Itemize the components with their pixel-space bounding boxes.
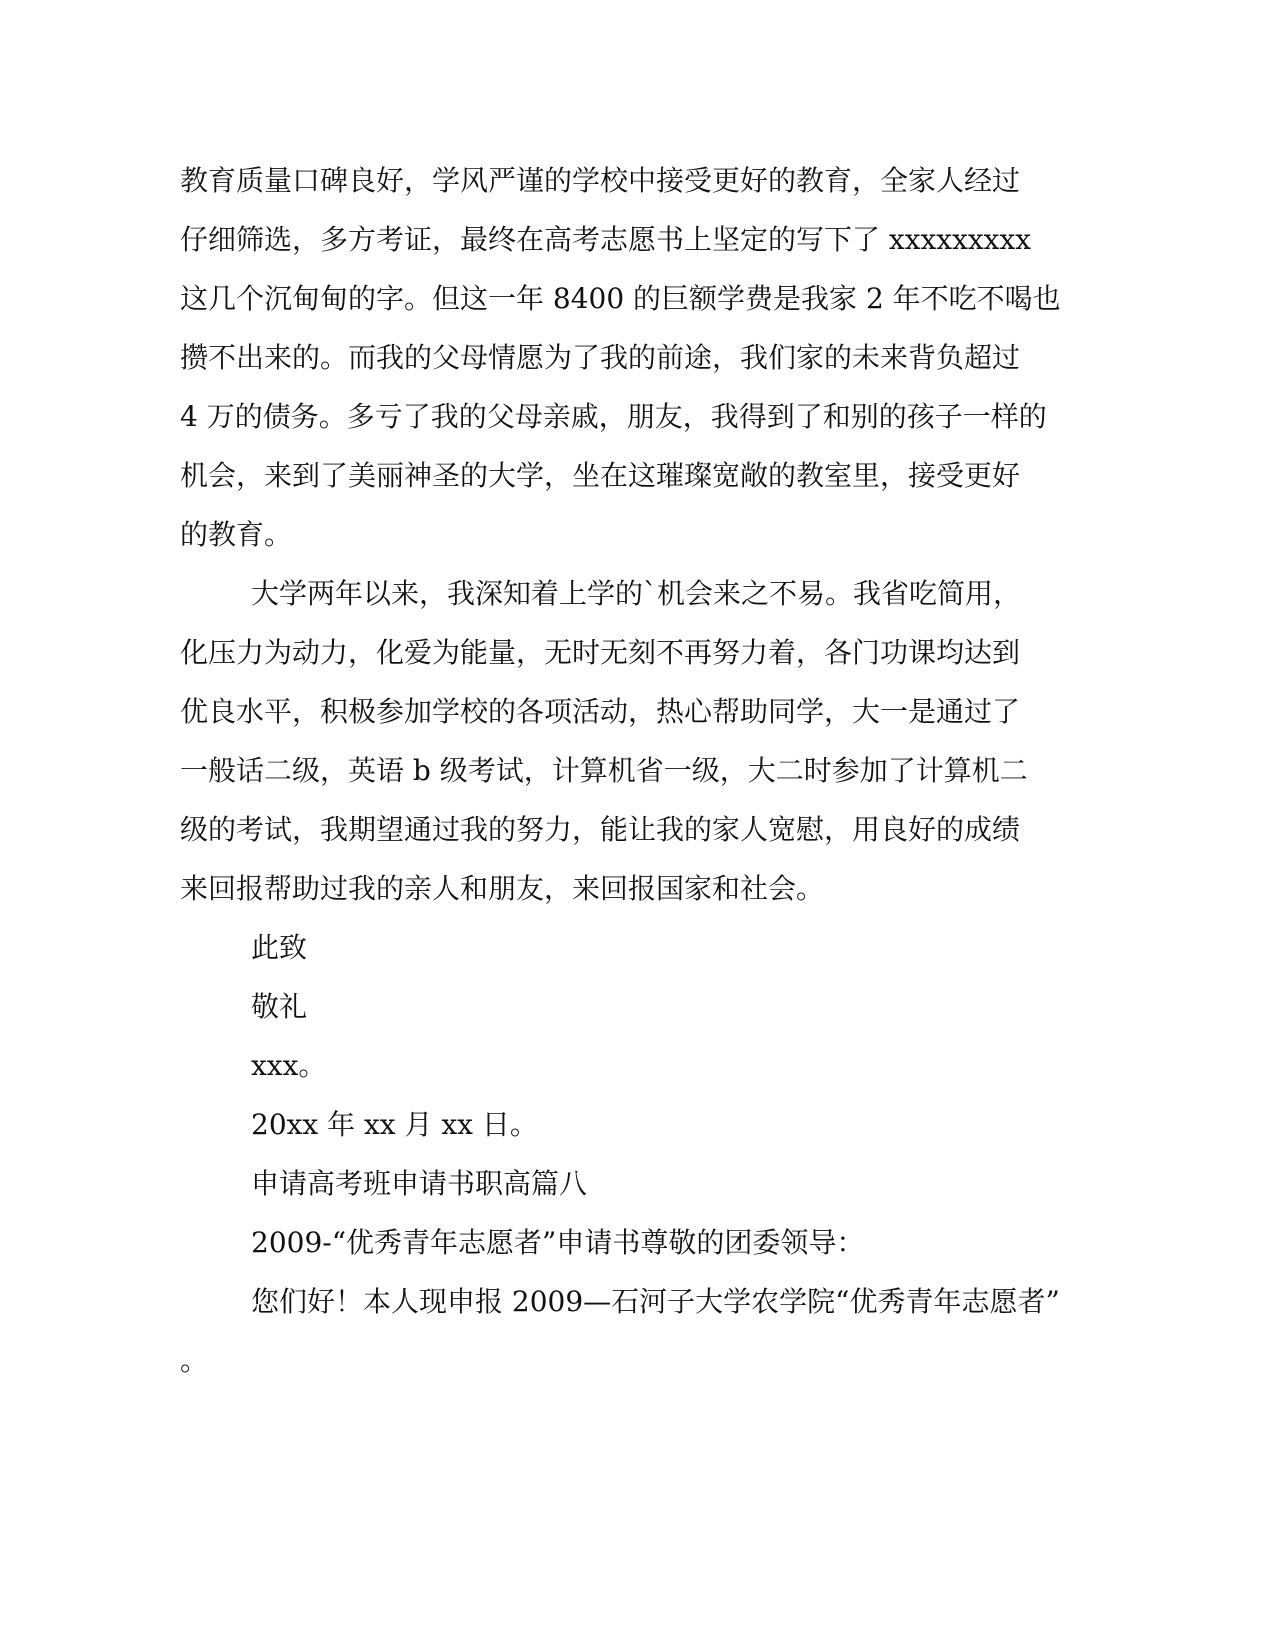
- text-line: 攒不出来的。而我的父母情愿为了我的前途，我们家的未来背负超过: [180, 341, 1021, 374]
- letter-heading: 2009-“优秀青年志愿者”申请书尊敬的团委领导：: [251, 1226, 865, 1259]
- text-line: 这几个沉甸甸的字。但这一年 8400 的巨额学费是我家 2 年不吃不喝也: [180, 282, 1061, 315]
- document-body: [180, 157, 1080, 1396]
- text-line: 4 万的债务。多亏了我的父母亲戚，朋友，我得到了和别的孩子一样的: [180, 400, 1047, 433]
- text-line: 的教育。: [180, 518, 293, 551]
- closing-regards: 敬礼: [251, 990, 308, 1023]
- text-line: 教育质量口碑良好，学风严谨的学校中接受更好的教育，全家人经过: [180, 164, 1021, 197]
- text-line: 机会，来到了美丽神圣的大学，坐在这璀璨宽敞的教室里，接受更好: [180, 459, 1021, 492]
- text-line: 级的考试，我期望通过我的努力，能让我的家人宽慰，用良好的成绩: [180, 813, 1021, 846]
- signature-name: xxx。: [251, 1049, 327, 1082]
- text-line: 化压力为动力，化爱为能量，无时无刻不再努力着，各门功课均达到: [180, 636, 1021, 669]
- paragraph-start-line: 大学两年以来，我深知着上学的`机会来之不易。我省吃简用，: [251, 577, 1022, 610]
- paragraph-start-line: 您们好！本人现申报 2009—石河子大学农学院“优秀青年志愿者”: [251, 1285, 1060, 1318]
- text-line: 来回报帮助过我的亲人和朋友，来回报国家和社会。: [180, 872, 825, 905]
- section-heading: 申请高考班申请书职高篇八: [251, 1167, 588, 1200]
- text-line: 优良水平，积极参加学校的各项活动，热心帮助同学，大一是通过了: [180, 695, 1021, 728]
- text-line: 。: [180, 1344, 209, 1377]
- text-line: 一般话二级，英语 b 级考试，计算机省一级，大二时参加了计算机二: [180, 754, 1028, 787]
- signature-date: 20xx 年 xx 月 xx 日。: [251, 1108, 538, 1141]
- closing-salutation: 此致: [251, 931, 308, 964]
- text-line: 仔细筛选，多方考证，最终在高考志愿书上坚定的写下了 xxxxxxxxx: [180, 223, 1032, 256]
